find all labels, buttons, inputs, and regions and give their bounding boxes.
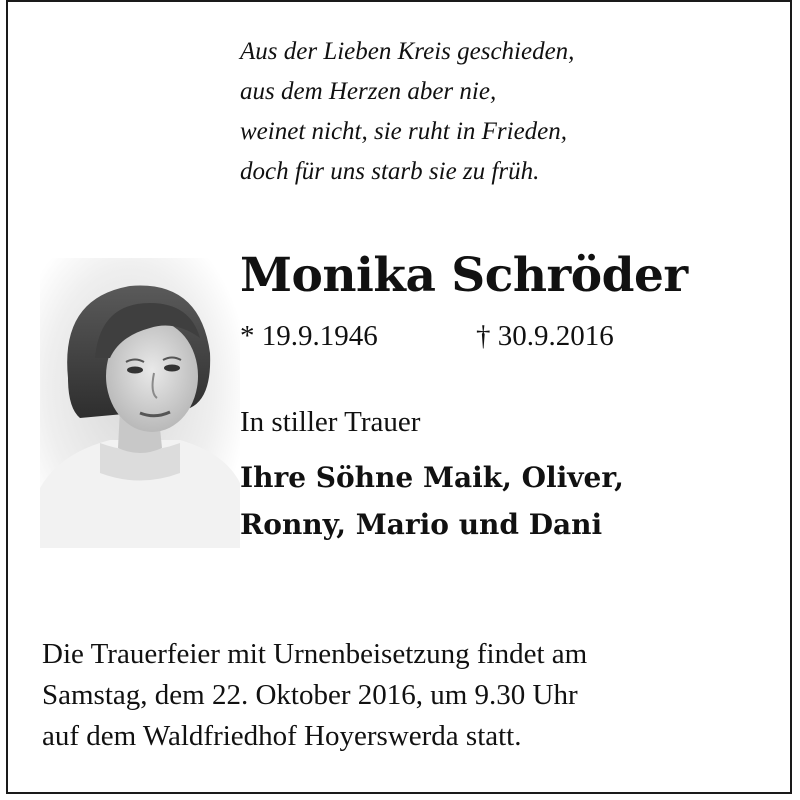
memorial-poem — [240, 32, 574, 192]
funeral-line: Die Trauerfeier mit Urnenbeisetzung findet am — [42, 638, 588, 670]
mourning-intro: In stiller Trauer — [240, 406, 421, 438]
funeral-line: auf dem Waldfriedhof Hoyerswerda statt. — [42, 720, 522, 752]
mourners-line: Ronny, Mario und Dani — [240, 508, 603, 541]
deceased-name: Monika Schröder — [240, 248, 688, 303]
birth-date: * 19.9.1946 — [240, 320, 378, 352]
funeral-line: Samstag, dem 22. Oktober 2016, um 9.30 Uhr — [42, 679, 578, 711]
poem-line: doch für uns starb sie zu früh. — [240, 158, 540, 185]
mourners-line: Ihre Söhne Maik, Oliver, — [240, 461, 624, 494]
death-date: † 30.9.2016 — [476, 320, 614, 352]
portrait-photo — [40, 258, 240, 548]
funeral-details — [42, 634, 772, 757]
poem-line: weinet nicht, sie ruht in Frieden, — [240, 118, 568, 145]
obituary-notice — [6, 0, 792, 794]
poem-line: aus dem Herzen aber nie, — [240, 78, 497, 105]
poem-line: Aus der Lieben Kreis geschieden, — [240, 38, 575, 65]
mourners — [240, 454, 624, 548]
